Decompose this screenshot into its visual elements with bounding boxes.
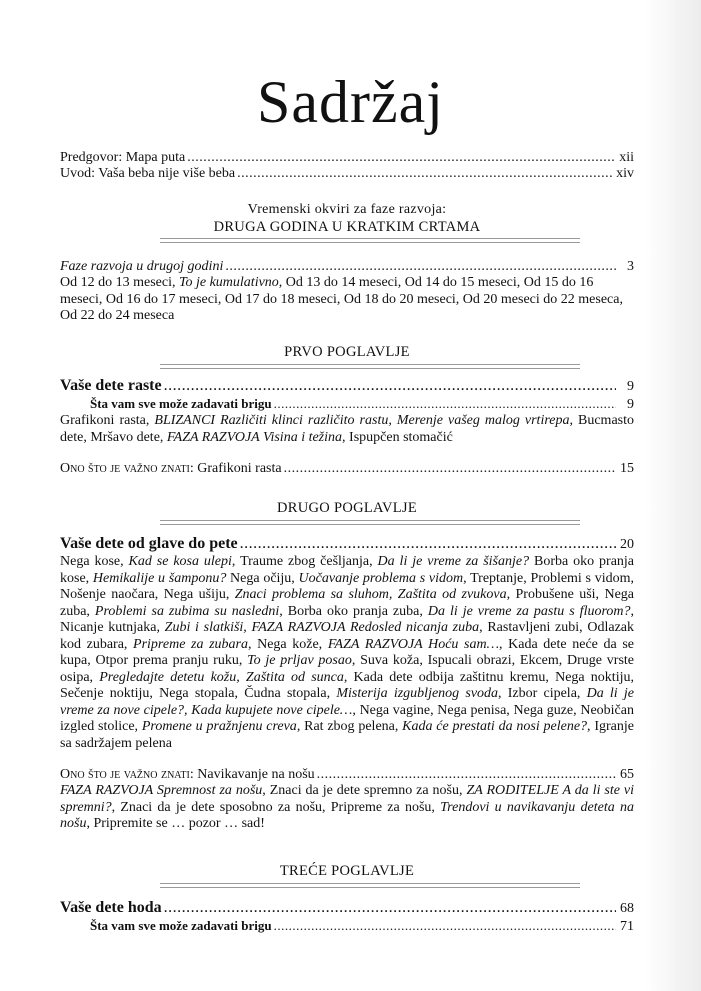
desc-text: , Pripremite se … pozor … sad! — [86, 816, 265, 831]
timeframe-line1: Vremenski okviri za faze razvoja: — [247, 202, 447, 217]
toc-entry-label: Predgovor: Mapa puta — [60, 150, 186, 165]
leader-dots — [274, 918, 616, 934]
divider-rule — [160, 883, 580, 888]
know-topic: Grafikoni rasta — [193, 461, 282, 476]
divider-rule — [160, 238, 580, 243]
divider-rule — [160, 364, 580, 369]
toc-entry-page: 20 — [620, 537, 634, 552]
toc-entry-uvod[interactable] — [60, 166, 634, 182]
desc-text: , Treptanje, Problemi s vidom, Nošenje naočara, Nega ušiju, — [60, 570, 634, 602]
toc-entry-label: Šta vam sve može zadavati brigu — [90, 918, 272, 933]
chapter-heading-2: DRUGO POGLAVLJE — [277, 500, 417, 516]
toc-entry-predgovor[interactable] — [60, 150, 634, 166]
toc-entry-hoda[interactable] — [60, 899, 634, 918]
toc-entry-label: Vaše dete hoda — [60, 899, 162, 916]
desc-text: , Probušene uši, Nega zuba, — [60, 587, 634, 619]
leader-dots — [284, 461, 616, 477]
desc-text: Uočavanje problema s vidom — [298, 570, 464, 586]
chapter-heading-3: TREĆE POGLAVLJE — [279, 863, 415, 879]
toc-entry-page: 65 — [620, 767, 634, 782]
desc-text: To je kumulativno — [178, 275, 279, 290]
desc-text: , Borba oko pranja zuba, — [279, 603, 428, 619]
desc-text: , Od 13 do 14 meseci, Od 14 do 15 meseci, Od 15 do 16 meseci, Od 16 do 17 meseci, Od 17 do 18 meseci, Od 18 do 20 meseci, Od 20 meseci do 22 meseca, Od 22 do 24 meseca — [60, 275, 623, 323]
desc-text: Kad se kosa ulepi — [128, 554, 232, 569]
desc-text: , Suva koža, Ispucali obrazi, Ekcem, Druge vrste osipa, — [60, 653, 634, 685]
desc-text: , Kada dete neće da se kupa, Otpor prema pranju ruku, — [60, 636, 634, 668]
desc-text: BLIZANCI Različiti klinci različito rastu, Merenje vašeg malog vrtirepa, — [154, 413, 573, 428]
chapter-1-description — [60, 413, 634, 446]
chapter-heading-1: PRVO POGLAVLJE — [284, 344, 410, 360]
toc-entry-page: 71 — [620, 919, 634, 934]
toc-entry-page: 9 — [627, 397, 634, 412]
desc-text: Da li je vreme za šišanje? — [377, 554, 530, 569]
desc-text: To je prljav posao — [247, 653, 352, 668]
desc-text: , Igranje sa sadržajem pelena — [60, 719, 634, 751]
divider-rule — [160, 520, 580, 525]
chapter-2-potty-description — [60, 783, 634, 833]
toc-entry-page: 9 — [627, 379, 634, 394]
toc-entry-raste[interactable] — [60, 377, 634, 396]
desc-text: Nega kose, — [60, 554, 129, 569]
leader-dots — [240, 535, 616, 553]
timeframe-section — [60, 259, 634, 325]
toc-entry-page: 15 — [620, 461, 634, 476]
timeframe-line2: DRUGA GODINA U KRATKIM CRTAMA — [213, 219, 481, 235]
desc-text: Problemi sa zubima su nasledni — [94, 603, 280, 619]
leader-dots — [274, 396, 616, 412]
chapter-3-section — [60, 899, 634, 935]
toc-entry-page: 68 — [620, 901, 634, 916]
toc-entry-label: Vaše dete raste — [60, 377, 162, 394]
desc-text: , Nega vagine, Nega penisa, Nega guze, Neobičan izgled stolice, — [60, 702, 634, 734]
desc-text: Znaci problema sa sluhom, Zaštita od zvukova — [234, 587, 507, 602]
toc-entry-glava[interactable] — [60, 535, 634, 554]
desc-text: FAZA RAZVOJA Visina i težina — [166, 429, 343, 445]
desc-text: , Nega kože, — [247, 636, 328, 652]
desc-text: Pregledajte detetu kožu, Zaštita od sunca — [99, 669, 344, 685]
desc-text: Kada će prestati da nosi pelene? — [402, 719, 588, 734]
desc-text: , Rat zbog pelena, — [296, 719, 403, 734]
toc-entry-briga-1[interactable] — [60, 396, 634, 413]
desc-text: Hemikalije u šamponu? — [92, 570, 227, 586]
know-label: Ono što je važno znati: — [60, 767, 194, 782]
leader-dots — [164, 899, 616, 917]
toc-entry-page: xii — [619, 150, 634, 165]
leader-dots — [164, 377, 616, 395]
leader-dots — [237, 166, 612, 182]
timeframe-description — [60, 275, 634, 325]
desc-text: Borba oko pranja kose, — [60, 554, 635, 586]
desc-text: , Izbor cipela, — [498, 686, 587, 701]
chapter-2-description — [60, 554, 634, 752]
desc-text: Pripreme za zubara — [133, 636, 248, 652]
desc-text: Od 12 do 13 meseci, — [60, 275, 179, 290]
toc-entry-page: xiv — [616, 166, 634, 181]
desc-text: , Znaci da je dete spremno za nošu, — [262, 783, 467, 798]
leader-dots — [317, 767, 616, 783]
toc-entry-page: 3 — [627, 259, 634, 274]
toc-entry-label — [60, 461, 282, 477]
toc-entry-faze[interactable] — [60, 259, 634, 275]
desc-text: Zubi i slatkiši, FAZA RAZVOJA Redosled nicanja zuba — [164, 620, 480, 635]
toc-entry-label: Uvod: Vaša beba nije više beba — [60, 166, 236, 181]
desc-text: , Traume zbog češljanja, — [231, 554, 378, 569]
desc-text: Misterija izgubljenog svoda — [336, 686, 499, 701]
leader-dots — [187, 150, 615, 166]
front-matter — [60, 150, 634, 182]
desc-text: Nega očiju, — [226, 570, 299, 586]
toc-entry-label — [60, 767, 315, 783]
desc-text: Promene u pražnjenu creva — [141, 719, 297, 734]
desc-text: FAZA RAZVOJA Hoću sam… — [327, 636, 500, 652]
toc-entry-label: Šta vam sve može zadavati brigu — [90, 396, 272, 411]
toc-entry-know-2[interactable] — [60, 767, 634, 783]
desc-text: , Kada dete odbija zaštitnu kremu, Nega noktiju, Sečenje noktiju, Nega stopala, Čudna stopala, — [60, 669, 634, 701]
desc-text: Bucmasto dete, Mršavo dete, — [60, 413, 634, 445]
toc-entry-briga-3[interactable] — [60, 918, 634, 935]
page-title: Sadržaj — [257, 69, 444, 135]
desc-text: , Rastavljeni zubi, Odlazak kod zubara, — [60, 620, 634, 652]
desc-text: Grafikoni rasta, — [60, 413, 155, 428]
desc-text: FAZA RAZVOJA Spremnost za nošu — [60, 783, 263, 798]
desc-text: , Znaci da je dete sposobno za nošu, Pripreme za nošu, — [111, 799, 441, 815]
know-label: Ono što je važno znati: — [60, 461, 194, 476]
desc-text: , Nicanje kutnjaka, — [60, 603, 634, 635]
desc-text: ZA RODITELJE A da li ste vi spremni? — [60, 783, 635, 815]
chapter-2-section — [60, 535, 634, 833]
desc-text: Da li je vreme za pastu s fluorom? — [427, 603, 631, 619]
know-topic: Navikavanje na nošu — [193, 767, 315, 782]
chapter-1-section — [60, 377, 634, 477]
desc-text: , Ispupčen stomačić — [342, 429, 453, 445]
desc-text: Da li je vreme za nove cipele?, Kada kupujete nove cipele… — [60, 686, 635, 718]
toc-entry-label: Faze razvoja u drugoj godini — [60, 259, 224, 274]
desc-text: Trendovi u navikavanju deteta na nošu — [60, 799, 634, 831]
toc-entry-know-1[interactable] — [60, 461, 634, 477]
leader-dots — [225, 259, 616, 275]
toc-entry-label: Vaše dete od glave do pete — [60, 535, 238, 552]
